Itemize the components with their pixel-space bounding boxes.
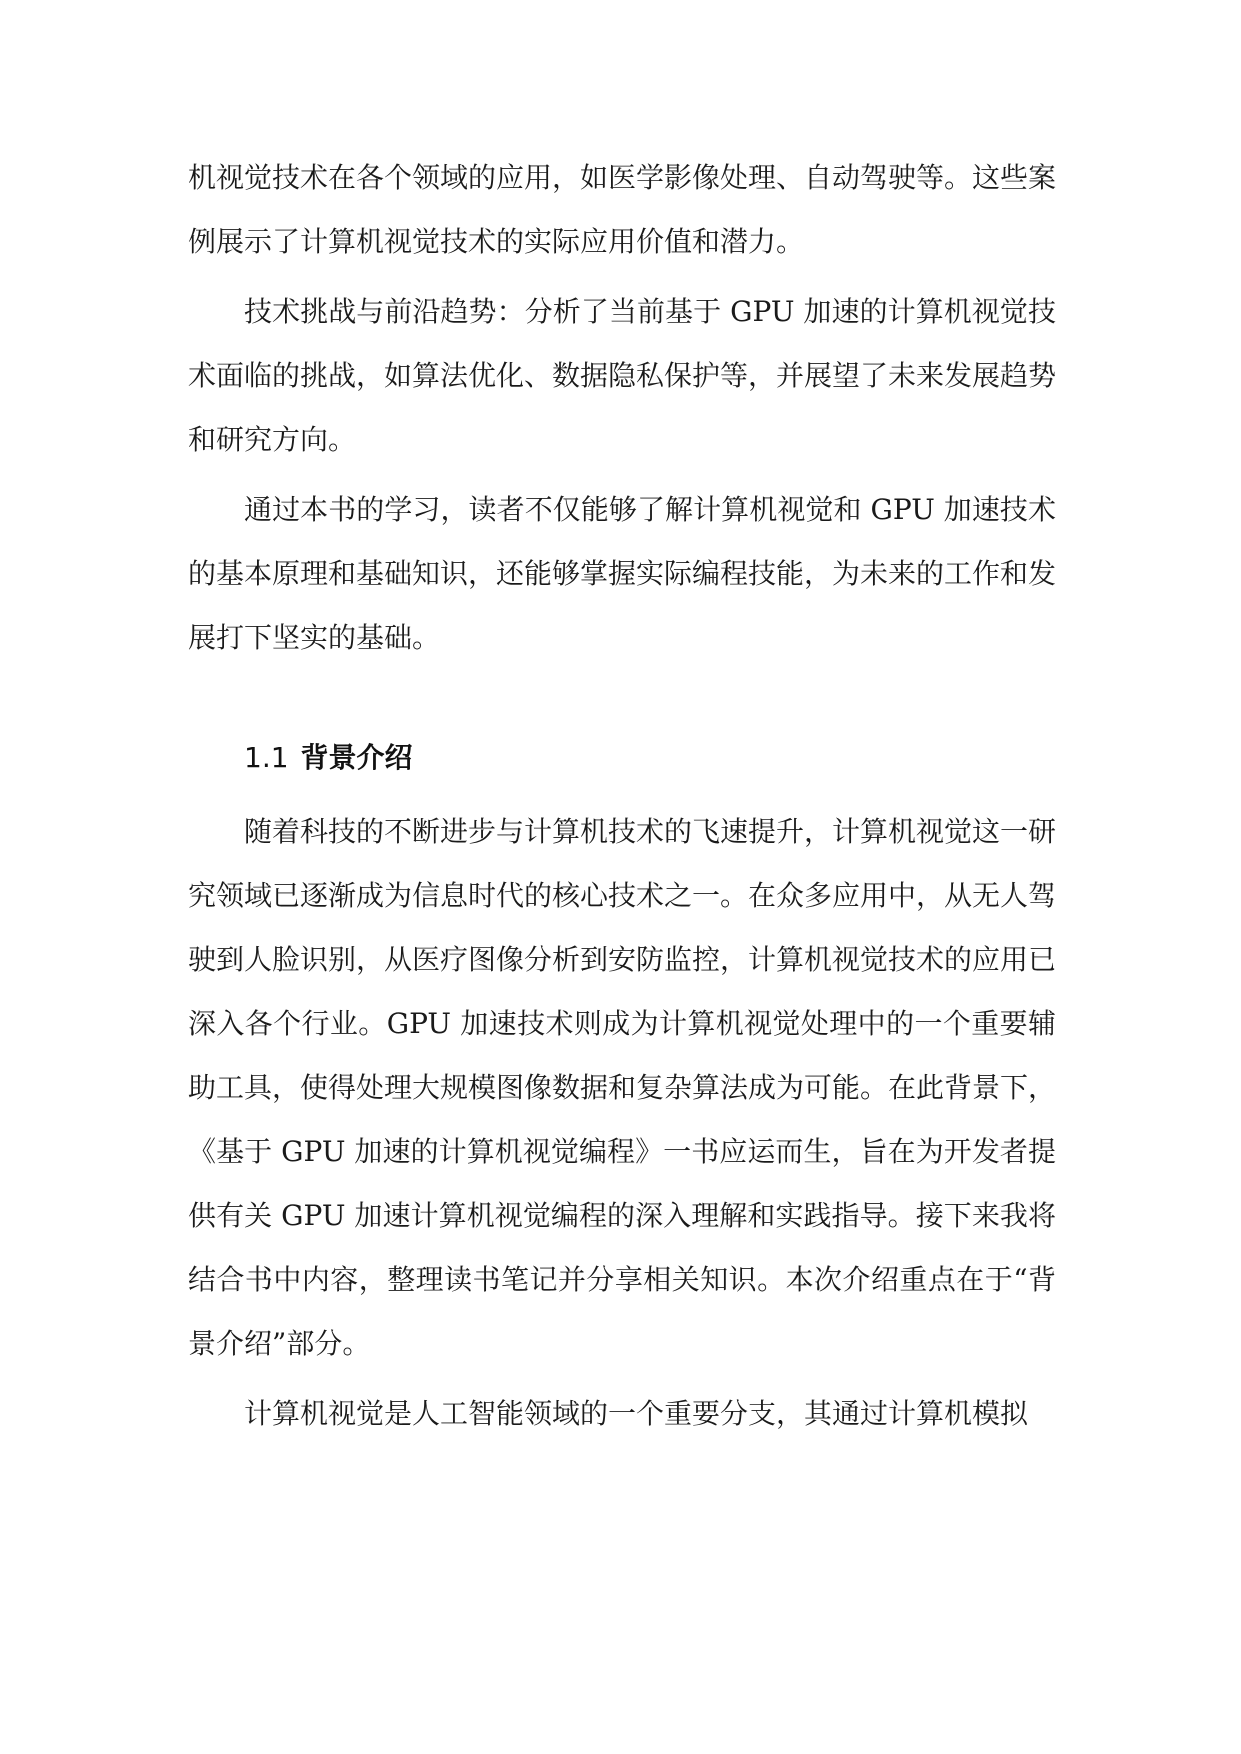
paragraph-applications-cases: 机视觉技术在各个领域的应用，如医学影像处理、自动驾驶等。这些案例展示了计算机视觉技术的实际应用价值和潜力。	[188, 161, 1057, 258]
paragraph-background: 随着科技的不断进步与计算机技术的飞速提升，计算机视觉这一研究领域已逐渐成为信息时代的核心技术之一。在众多应用中，从无人驾驶到人脸识别，从医疗图像分析到安防监控，计算机视觉技术的应用已深入各个行业。GPU 加速技术则成为计算机视觉处理中的一个重要辅助工具，使得处理大规模图像数据和复杂算法成为可能。在此背景下，《基于 GPU 加速的计算机视觉编程》一书应运而生，旨在为开发者提供有关 GPU 加速计算机视觉编程的深入理解和实践指导。接下来我将结合书中内容，整理读书笔记并分享相关知识。本次介绍重点在于“背景介绍”部分。	[188, 815, 1057, 1360]
paragraph-book-summary: 通过本书的学习，读者不仅能够了解计算机视觉和 GPU 加速技术的基本原理和基础知识，还能够掌握实际编程技能，为未来的工作和发展打下坚实的基础。	[188, 493, 1057, 654]
document-body	[188, 146, 1056, 1452]
paragraph-challenges-trends: 技术挑战与前沿趋势：分析了当前基于 GPU 加速的计算机视觉技术面临的挑战，如算法优化、数据隐私保护等，并展望了未来发展趋势和研究方向。	[188, 295, 1057, 456]
section-heading	[188, 726, 1056, 790]
section-title: 背景介绍	[300, 741, 413, 774]
paragraph-cv-definition: 计算机视觉是人工智能领域的一个重要分支，其通过计算机模拟	[244, 1397, 1029, 1430]
section-number: 1.1	[244, 741, 289, 774]
